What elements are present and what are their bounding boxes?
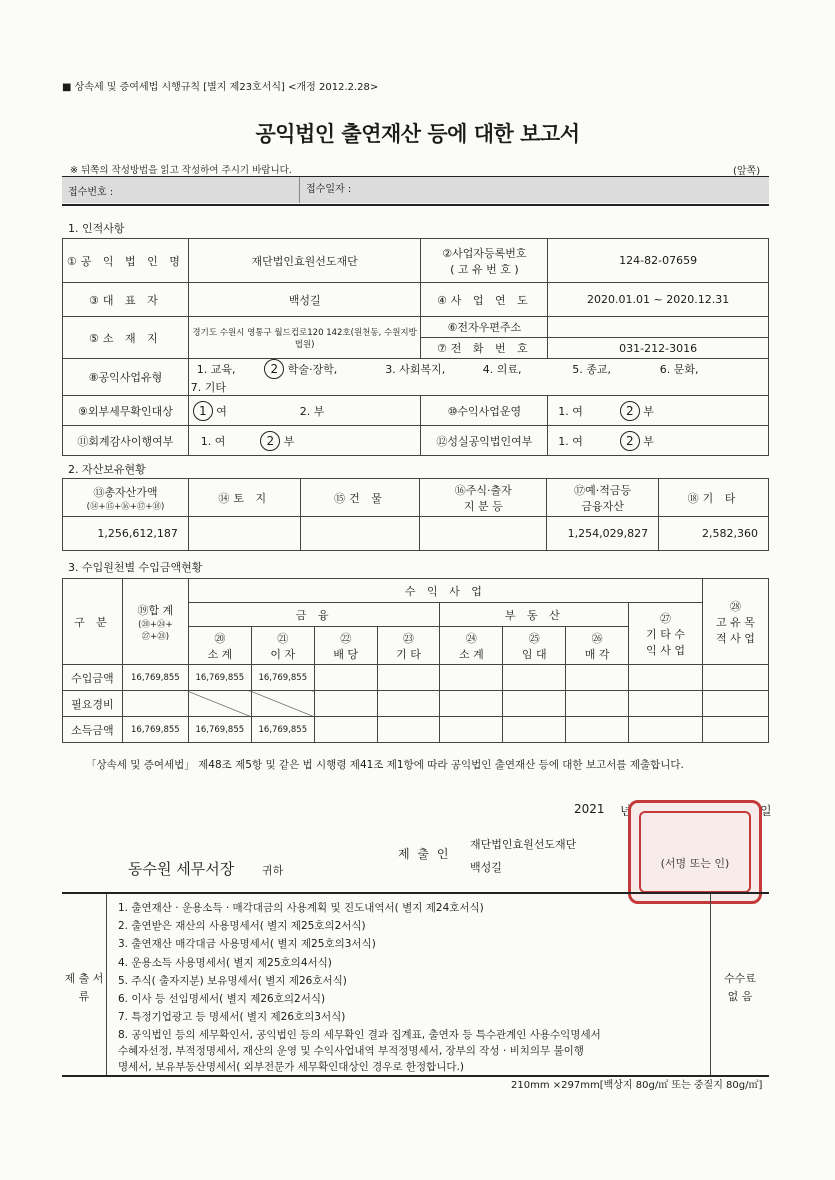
faithful-label: ⑫성실공익법인여부	[421, 426, 548, 456]
h-other-profit-text: 기 타 수 익 사 업	[646, 627, 685, 657]
faithful-yes: 1. 여	[558, 434, 583, 448]
type-welfare: 3. 사회복지,	[385, 363, 446, 376]
form-reference: ■ 상속세 및 증여세법 시행규칙 [별지 제23호서식] <개정 2012.2.28>	[62, 82, 379, 93]
list-item: 7. 특정기업광고 등 명세서( 별지 제26호의3서식)	[118, 1011, 346, 1023]
documents-table	[62, 892, 769, 1077]
email-label: ⑥전자우편주소	[421, 317, 548, 338]
deposit-value: 1,254,029,827	[547, 517, 659, 551]
h-sale	[566, 627, 629, 665]
fiscal-value: 2020.01.01 ~ 2020.12.31	[548, 283, 769, 317]
h-stock-sub: 지 분 등	[463, 499, 503, 513]
type-other: 7. 기타	[190, 381, 227, 394]
col-num: ㉒	[340, 631, 352, 645]
row-interest: 16,769,855	[251, 665, 314, 691]
col-label: 기 타	[396, 647, 421, 661]
paper-size: 210mm ×297mm[백상지 80g/㎡ 또는 중질지 80g/㎡]	[511, 1080, 763, 1091]
ext-audit-yes-circle: 1	[193, 401, 213, 421]
h-unique-text: 고 유 목 적 사 업	[716, 615, 755, 645]
corp-name-label: ①공 익 법 인 명	[63, 239, 189, 283]
acct-audit-label: ⑪회계감사이행여부	[63, 426, 189, 456]
h-profit-biz: 수 익 사 업	[188, 579, 702, 603]
type-scholarship-circle: 2	[264, 359, 284, 379]
row-fin-subtotal: 16,769,855	[188, 717, 251, 743]
ext-audit-no: 2. 부	[299, 404, 325, 418]
recipient-honorific: 귀하	[262, 864, 284, 877]
list-item: 6. 이사 등 선임명세서( 별지 제26호의2서식)	[118, 993, 326, 1005]
acct-audit-value	[188, 426, 421, 456]
submitter-label: 제 출 인	[398, 847, 451, 861]
h-other-profit-num: ㉗	[660, 611, 672, 625]
acct-audit-yes: 1. 여	[200, 434, 226, 448]
row-label: 수입금액	[63, 665, 123, 691]
documents-label-cell	[62, 894, 107, 1075]
h-re-subtotal	[440, 627, 503, 665]
instruction-note: ※ 뒤쪽의 작성방법을 읽고 작성하여 주시기 바랍니다.	[70, 165, 292, 176]
h-other-profit	[629, 603, 703, 665]
h-total-sub: (⑭+⑮+⑯+⑰+⑱)	[86, 501, 165, 512]
col-label: 이 자	[270, 647, 296, 661]
seal-stamp	[628, 800, 762, 904]
row-sum: 16,769,855	[122, 717, 188, 743]
col-label: 소 계	[207, 647, 233, 661]
type-education: 1. 교육,	[196, 363, 236, 376]
table-row	[63, 665, 769, 691]
other-assets-value: 2,582,360	[659, 517, 769, 551]
row-interest-diag	[251, 691, 314, 717]
h-deposit-main: ⑰예·적금등	[574, 483, 632, 497]
type-religion: 5. 종교,	[572, 363, 612, 376]
col-label: 소 계	[459, 647, 484, 661]
addr-label: ⑤소 재 지	[63, 317, 189, 359]
table-row	[63, 691, 769, 717]
stamp-text: (서명 또는 인)	[660, 857, 730, 870]
submitter-rep: 백성길	[470, 861, 502, 874]
h-realestate: 부 동 산	[440, 603, 629, 627]
row-label: 소득금액	[63, 717, 123, 743]
table-row	[63, 717, 769, 743]
list-item: 명세서, 보유부동산명세서( 외부전문가 세무확인대상인 경우로 한정합니다.)	[118, 1061, 464, 1073]
total-assets-value: 1,256,612,187	[63, 517, 189, 551]
documents-label: 제 출 서 류	[64, 972, 104, 1003]
list-item: 1. 출연재산 · 운용소득 · 매각대금의 사용계획 및 진도내역서( 별지 제24호서식)	[118, 902, 484, 914]
profit-biz-label: ⑩수익사업운영	[421, 396, 548, 426]
row-interest: 16,769,855	[251, 717, 314, 743]
h-building: ⑮건 물	[300, 479, 420, 517]
biz-no-value: 124-82-07659	[548, 239, 769, 283]
col-label: 임 대	[521, 647, 547, 661]
h-finance: 금 융	[188, 603, 440, 627]
ext-audit-value	[188, 396, 421, 426]
page-side: (앞쪽)	[733, 166, 761, 177]
col-num: ㉔	[465, 631, 477, 645]
h-stock-main: ⑯주식·출자	[454, 483, 512, 497]
receipt-bar	[62, 177, 769, 203]
h-category: 구 분	[63, 579, 123, 665]
type-scholarship: 학술·장학,	[287, 363, 338, 376]
col-num: ㉑	[277, 631, 289, 645]
h-sum-main: ⑲합 계	[137, 603, 174, 617]
profit-no-text: 부	[643, 404, 654, 418]
fee-label: 수수료	[724, 972, 756, 985]
type-medical: 4. 의료,	[482, 363, 522, 376]
h-deposit-sub: 금융자산	[581, 499, 624, 513]
ext-audit-yes-text: 여	[216, 404, 227, 418]
email-value	[548, 317, 769, 338]
h-dividend	[314, 627, 377, 665]
personal-info-table	[62, 238, 769, 456]
profit-yes: 1. 여	[558, 404, 583, 418]
ext-audit-label: ⑨외부세무확인대상	[63, 396, 189, 426]
list-item: 4. 운용소득 사용명세서( 별지 제25호의4서식)	[118, 957, 332, 969]
date-day-unit: 일	[760, 804, 772, 818]
section1-title: 1. 인적사항	[68, 222, 125, 235]
row-sum: 16,769,855	[122, 665, 188, 691]
h-unique-purpose	[702, 579, 768, 665]
phone-value: 031-212-3016	[548, 338, 769, 359]
receipt-date-label: 접수일자 :	[299, 177, 351, 203]
date-year-unit: 년	[620, 804, 632, 818]
row-fin-subtotal: 16,769,855	[188, 665, 251, 691]
h-other-assets: ⑱기 타	[659, 479, 769, 517]
h-interest	[251, 627, 314, 665]
h-rent	[503, 627, 566, 665]
col-num: ⑳	[214, 631, 226, 645]
profit-no-circle: 2	[620, 401, 640, 421]
col-label: 배 당	[333, 647, 359, 661]
biz-no-label-main: ②사업자등록번호	[442, 246, 527, 260]
stock-value	[420, 517, 547, 551]
h-total-main: ⑬총자산가액	[93, 485, 158, 499]
biz-type-options	[188, 359, 768, 396]
fee-cell	[710, 894, 769, 1075]
h-fin-subtotal	[188, 627, 251, 665]
h-fin-other	[377, 627, 440, 665]
income-table	[62, 578, 769, 743]
h-unique-num: ㉘	[729, 599, 741, 613]
h-deposit	[547, 479, 659, 517]
receipt-number-label: 접수번호 :	[68, 187, 114, 198]
h-total-assets	[63, 479, 189, 517]
row-sum	[122, 691, 188, 717]
phone-label: ⑦전 화 번 호	[421, 338, 548, 359]
section2-title: 2. 자산보유현황	[68, 463, 146, 476]
row-fin-subtotal-diag	[188, 691, 251, 717]
biz-type-label: ⑧공익사업유형	[63, 359, 189, 396]
list-item: 8. 공익법인 등의 세무확인서, 공익법인 등의 세무확인 결과 집계표, 출연자 등 특수관계인 사용수익명세서	[118, 1029, 601, 1041]
faithful-no-text: 부	[643, 434, 654, 448]
col-num: ㉓	[403, 631, 415, 645]
list-item: 3. 출연재산 매각대금 사용명세서( 별지 제25호의3서식)	[118, 938, 376, 950]
fiscal-label: ④사 업 연 도	[421, 283, 548, 317]
recipient-office: 동수원 세무서장	[128, 860, 235, 878]
list-item: 수혜자선정, 부적정명세서, 재산의 운영 및 수익사업내역 부적정명세서, 장부의 작성 · 비치의무 불이행	[118, 1045, 584, 1057]
type-culture: 6. 문화,	[659, 363, 699, 376]
receipt-bottom-rule	[62, 204, 769, 206]
col-label: 매 각	[584, 647, 610, 661]
fee-value: 없 음	[727, 990, 753, 1003]
profit-biz-value	[548, 396, 769, 426]
declaration: 「상속세 및 증여세법」 제48조 제5항 및 같은 법 시행령 제41조 제1항에 따라 공익법인 출연재산 등에 대한 보고서를 제출합니다.	[86, 759, 684, 771]
h-land: ⑭토 지	[188, 479, 300, 517]
assets-table	[62, 478, 769, 551]
rep-label: ③대 표 자	[63, 283, 189, 317]
biz-no-label	[421, 239, 548, 283]
page-title: 공익법인 출연재산 등에 대한 보고서	[255, 122, 580, 146]
list-item: 2. 출연받은 재산의 사용명세서( 별지 제25호의2서식)	[118, 920, 366, 932]
building-value	[300, 517, 420, 551]
section3-title: 3. 수입원천별 수입금액현황	[68, 561, 203, 574]
rep-value: 백성길	[188, 283, 421, 317]
h-stock	[420, 479, 547, 517]
row-label: 필요경비	[63, 691, 123, 717]
acct-audit-no-text: 부	[283, 434, 295, 448]
addr-value: 경기도 수원시 영통구 월드컵로120 142호(원천동, 수원지방법원)	[188, 317, 421, 359]
date-year: 2021	[574, 802, 605, 816]
col-num: ㉕	[528, 631, 540, 645]
acct-audit-no-circle: 2	[260, 431, 280, 451]
biz-no-label-sub: ( 고 유 번 호 )	[450, 262, 519, 276]
land-value	[188, 517, 300, 551]
corp-name-value: 재단법인효원선도재단	[188, 239, 421, 283]
h-sum	[122, 579, 188, 665]
list-item: 5. 주식( 출자지분) 보유명세서( 별지 제26호서식)	[118, 975, 347, 987]
faithful-value	[548, 426, 769, 456]
submitter-name: 재단법인효원선도재단	[470, 838, 577, 851]
col-num: ㉖	[591, 631, 603, 645]
h-sum-sub1: (⑳+㉔+	[138, 619, 173, 630]
h-sum-sub2: ㉗+㉘)	[141, 631, 170, 642]
faithful-no-circle: 2	[620, 431, 640, 451]
